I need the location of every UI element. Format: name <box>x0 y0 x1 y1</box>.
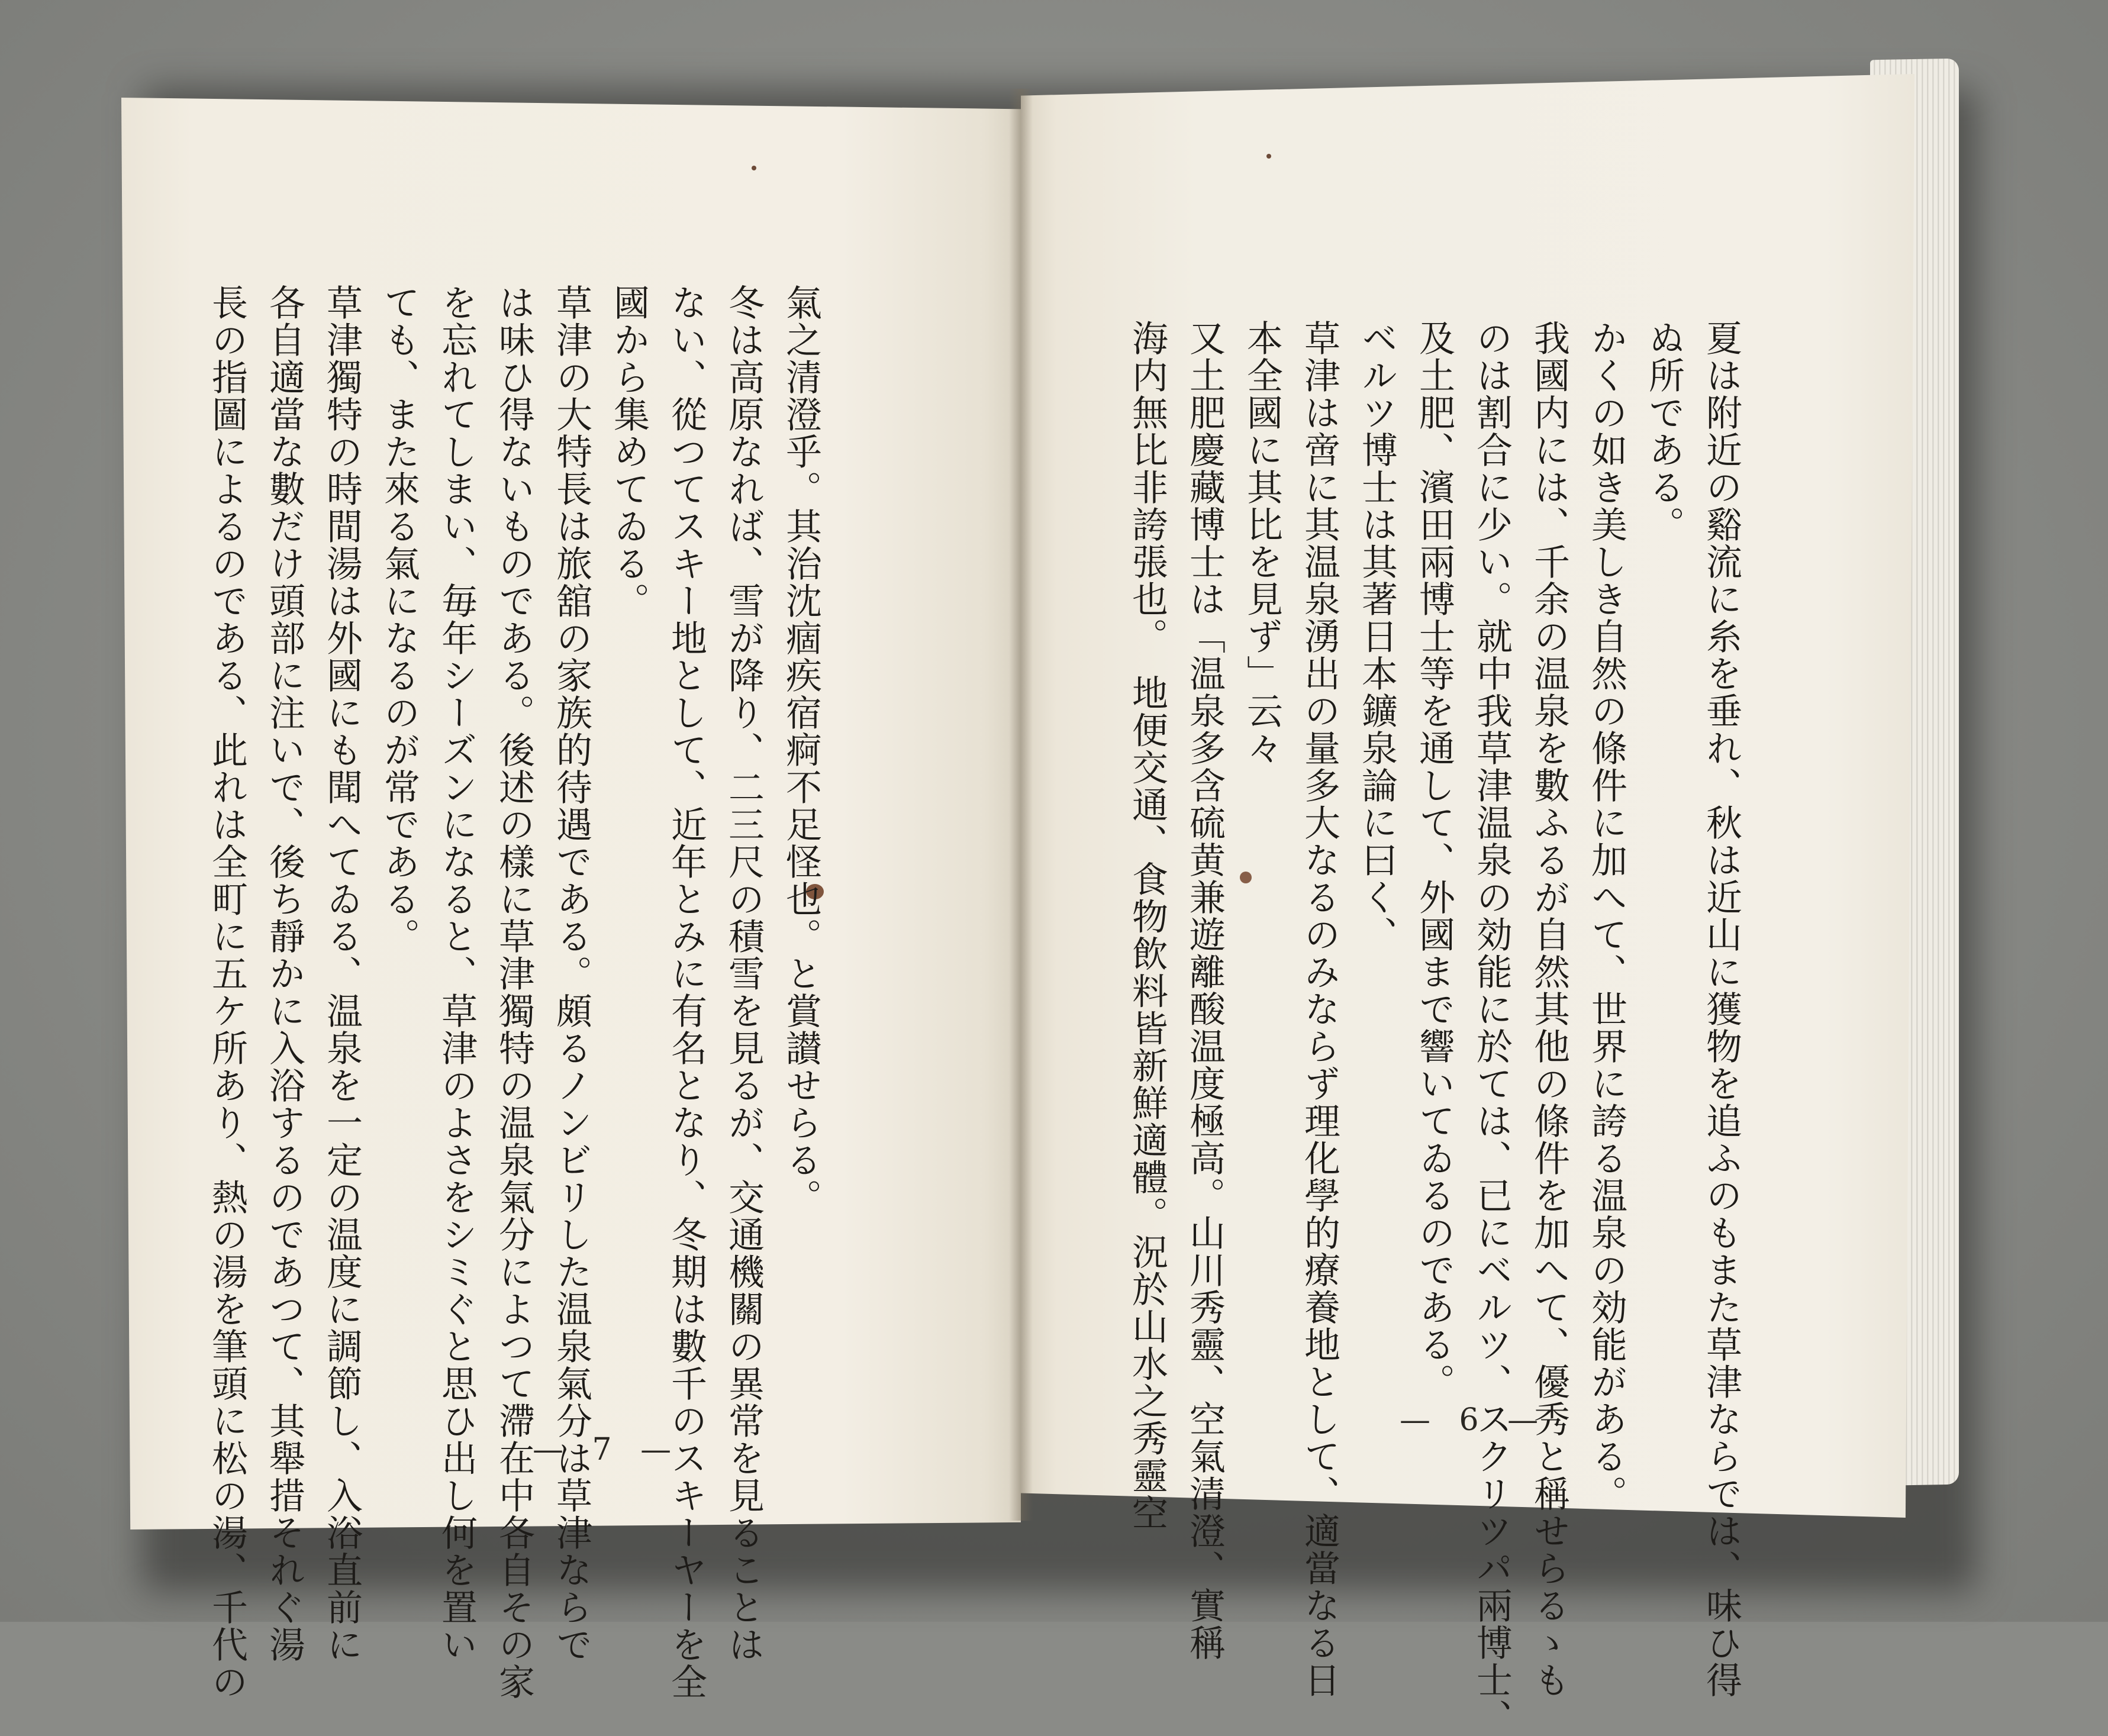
text-line: 長の指圖によるのである、此れは全町に五ケ所あり、熱の湯を筆頭に松の湯、千代の <box>206 284 248 1700</box>
ink-speck <box>752 166 756 170</box>
text-line: 海内無比非誇張也。 地便交通、食物飲料皆新鮮適體。況於山水之秀靈空 <box>1126 320 1168 1532</box>
text-line: ても、また來る氣になるのが常である。 <box>378 284 420 955</box>
page-number-right: — 6 — <box>1400 1402 1548 1438</box>
text-line: 各自適當な數だけ頭部に注いで、後ち靜かに入浴するのであつて、其舉措それぐ湯 <box>263 284 305 1663</box>
text-line: かくの如き美しき自然の條件に加へて、世界に誇る温泉の効能がある。 <box>1585 320 1627 1512</box>
ink-speck <box>1266 154 1271 159</box>
book-gutter <box>1009 89 1033 1521</box>
text-line: ない、從つてスキー地として、近年とみに有名となり、冬期は數千のスキーヤーを全 <box>665 284 707 1700</box>
text-line: 本全國に其比を見ず」云々 <box>1241 320 1283 767</box>
text-line: のは割合に少い。就中我草津温泉の効能に於ては、已にベルツ、スクリツパ兩博士、 <box>1471 320 1513 1736</box>
text-line: 冬は高原なれば、雪が降り、二三尺の積雪を見るが、交通機關の異常を見ることは <box>723 284 765 1663</box>
text-line: 氣之清澄乎。其治沈痼疾宿痾不足怪也。と賞讃せらる。 <box>780 284 822 1216</box>
text-line: 及土肥、濱田兩博士等を通して、外國まで響いてゐるのである。 <box>1413 320 1455 1401</box>
text-line: は味ひ得ないものである。後述の樣に草津獨特の温泉氣分によつて滯在中各自その家 <box>493 284 535 1700</box>
text-line: ベルツ博士は其著日本鑛泉論に曰く、 <box>1356 320 1398 953</box>
page-number-left: — 7 — <box>533 1432 681 1467</box>
text-line: 又土肥慶藏博士は「温泉多含硫黄兼遊離酸温度極高。山川秀靈、空氣清澄、實稱 <box>1184 320 1226 1661</box>
text-line: 國から集めてゐる。 <box>608 284 650 619</box>
text-line: 草津は啻に其温泉湧出の量多大なるのみならず理化學的療養地として、適當なる日 <box>1298 320 1340 1699</box>
right-page-text <box>1119 320 1750 1736</box>
left-page-text <box>198 284 830 1700</box>
text-line: 草津の大特長は旅舘の家族的待遇である。頗るノンビリした温泉氣分は草津ならで <box>550 284 592 1663</box>
text-line: 我國内には、千余の温泉を數ふるが自然其他の條件を加へて、優秀と稱せらるゝも <box>1528 320 1570 1699</box>
text-line: 夏は附近の谿流に糸を垂れ、秋は近山に獲物を追ふのもまた草津ならでは、味ひ得 <box>1700 320 1742 1699</box>
text-line: を忘れてしまい、毎年シーズンになると、草津のよさをシミぐと思ひ出し何を置い <box>436 284 478 1663</box>
text-line: 草津獨特の時間湯は外國にも聞へてゐる、温泉を一定の温度に調節し、入浴直前に <box>321 284 363 1663</box>
text-line: ぬ所である。 <box>1643 320 1685 543</box>
